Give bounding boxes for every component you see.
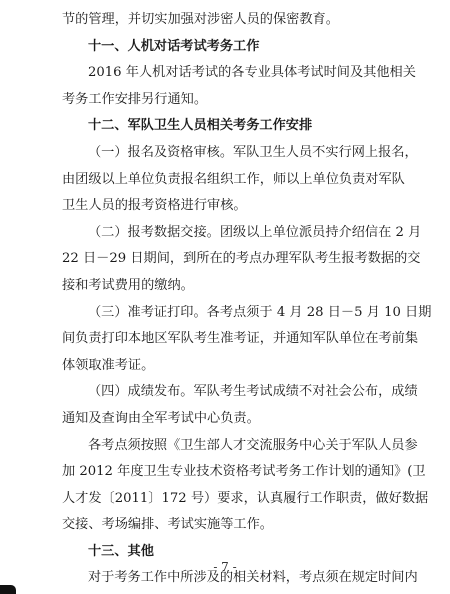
body-text-line: 体领取准考证。 [62,357,155,373]
body-text-line: 间负责打印本地区军队考生准考证，并通知军队单位在考前集 [62,331,419,347]
body-text-line: 卫生人员的报考资格进行审核。 [62,198,247,214]
section-heading-11: 十一、人机对话考试考务工作 [88,38,260,54]
body-text-line: 交接、考场编排、考试实施等工作。 [62,517,273,533]
body-text-line: 通知及查询由全军考试中心负责。 [62,410,260,426]
section-heading-13: 十三、其他 [88,543,154,559]
body-text-line: 22 日－29 日期间，到所在的考点办理军队考生报考数据的交 [62,251,421,267]
body-text-line: 各考点须按照《卫生部人才交流服务中心关于军队人员参 [88,437,418,453]
body-text-line: （四）成绩发布。军队考生考试成绩不对社会公布，成绩 [88,384,418,400]
body-text-line: 接和考试费用的缴纳。 [62,277,194,293]
body-text-line: 2016 年人机对话考试的各专业具体考试时间及其他相关 [88,65,416,81]
corner-mark [0,585,16,594]
document-body [62,7,432,592]
section-heading-12: 十二、军队卫生人员相关考务工作安排 [88,118,313,134]
body-text-line: 加 2012 年度卫生专业技术资格考试考务工作计划的通知》(卫 [62,464,426,480]
page-number: - 7 - [213,560,237,574]
body-text-line: 由团级以上单位负责报名组织工作，师以上单位负责对军队 [62,171,405,187]
body-text-line: （三）准考证打印。各考点须于 4 月 28 日－5 月 10 日期 [88,304,432,320]
body-text-line: 节的管理，并切实加强对涉密人员的保密教育。 [62,12,339,27]
body-text-line: 对于考务工作中所涉及的相关材料，考点须在规定时间内 [88,570,418,586]
body-text-line: 人才发〔2011〕172 号）要求，认真履行工作职责，做好数据 [62,490,429,506]
body-text-line: （二）报考数据交接。团级以上单位派员持介绍信在 2 月 [88,224,422,240]
body-text-line: 考务工作安排另行通知。 [62,91,208,107]
body-text-line: （一）报名及资格审核。军队卫生人员不实行网上报名， [88,144,418,160]
